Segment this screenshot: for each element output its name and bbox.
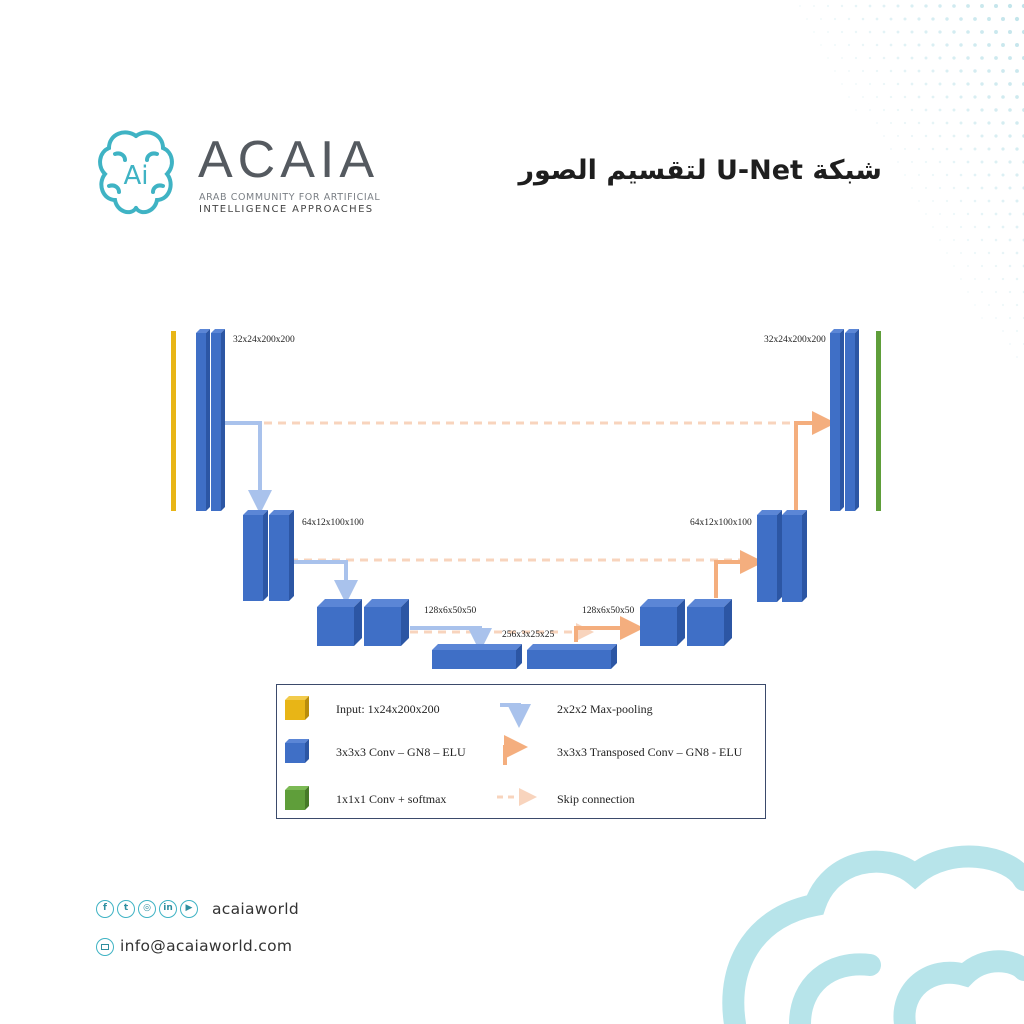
legend-input-label: Input: 1x24x200x200 [336, 702, 440, 716]
maxpool-arrow-3 [410, 628, 480, 640]
dim-label-level3-right: 128x6x50x50 [582, 606, 635, 616]
conv-block-level1-right-a [830, 329, 844, 511]
dim-label-level3-left: 128x6x50x50 [424, 606, 477, 616]
output-block [876, 331, 881, 511]
twitter-icon[interactable]: t [117, 900, 135, 918]
linkedin-icon[interactable]: in [159, 900, 177, 918]
upconv-arrow-2 [716, 562, 752, 598]
dim-label-level1-right: 32x24x200x200 [764, 335, 826, 345]
legend-output-label: 1x1x1 Conv + softmax [336, 792, 447, 806]
conv-block-level2-right-b [782, 510, 807, 602]
legend-maxpool-label: 2x2x2 Max-pooling [557, 702, 653, 716]
legend-conv-label: 3x3x3 Conv – GN8 – ELU [336, 745, 466, 759]
conv-block-level3-right-b [687, 599, 732, 646]
email-link[interactable]: info@acaiaworld.com [120, 937, 293, 955]
maxpool-arrow-2 [290, 562, 346, 592]
conv-block-level3-left-b [364, 599, 409, 646]
dim-label-level2-left: 64x12x100x100 [302, 518, 364, 528]
youtube-icon[interactable]: ▶ [180, 900, 198, 918]
maxpool-arrow-1 [222, 423, 260, 502]
brand-name: ACAIA [198, 131, 380, 189]
input-block [171, 331, 176, 511]
conv-block-level3-left-a [317, 599, 362, 646]
conv-block-level1-right-b [845, 329, 859, 511]
conv-block-level1-left-a [196, 329, 210, 511]
svg-text:Ai: Ai [123, 161, 149, 191]
conv-block-level2-left-b [269, 510, 294, 601]
facebook-icon[interactable]: f [96, 900, 114, 918]
social-handle[interactable]: acaiaworld [212, 900, 300, 918]
mail-icon [96, 938, 114, 956]
conv-block-level2-right-a [757, 510, 782, 602]
brand-tagline-line1: ARAB COMMUNITY FOR ARTIFICIAL [199, 192, 381, 203]
dim-label-level1-left: 32x24x200x200 [233, 335, 295, 345]
conv-block-bottleneck-b [527, 644, 617, 669]
instagram-icon[interactable]: ◎ [138, 900, 156, 918]
conv-block-bottleneck-a [432, 644, 522, 669]
legend-skip-label: Skip connection [557, 792, 635, 806]
dim-label-level2-right: 64x12x100x100 [690, 518, 752, 528]
legend-transposed-label: 3x3x3 Transposed Conv – GN8 - ELU [557, 745, 743, 759]
page-title: شبكة U-Net لتقسيم الصور [518, 155, 882, 186]
conv-block-level2-left-a [243, 510, 268, 601]
upconv-arrow-1 [576, 628, 632, 642]
upconv-arrow-3 [796, 423, 824, 512]
conv-block-level1-left-b [211, 329, 225, 511]
dim-label-bottleneck: 256x3x25x25 [502, 630, 555, 640]
brand-tagline-line2: INTELLIGENCE APPROACHES [199, 204, 374, 215]
conv-block-level3-right-a [640, 599, 685, 646]
